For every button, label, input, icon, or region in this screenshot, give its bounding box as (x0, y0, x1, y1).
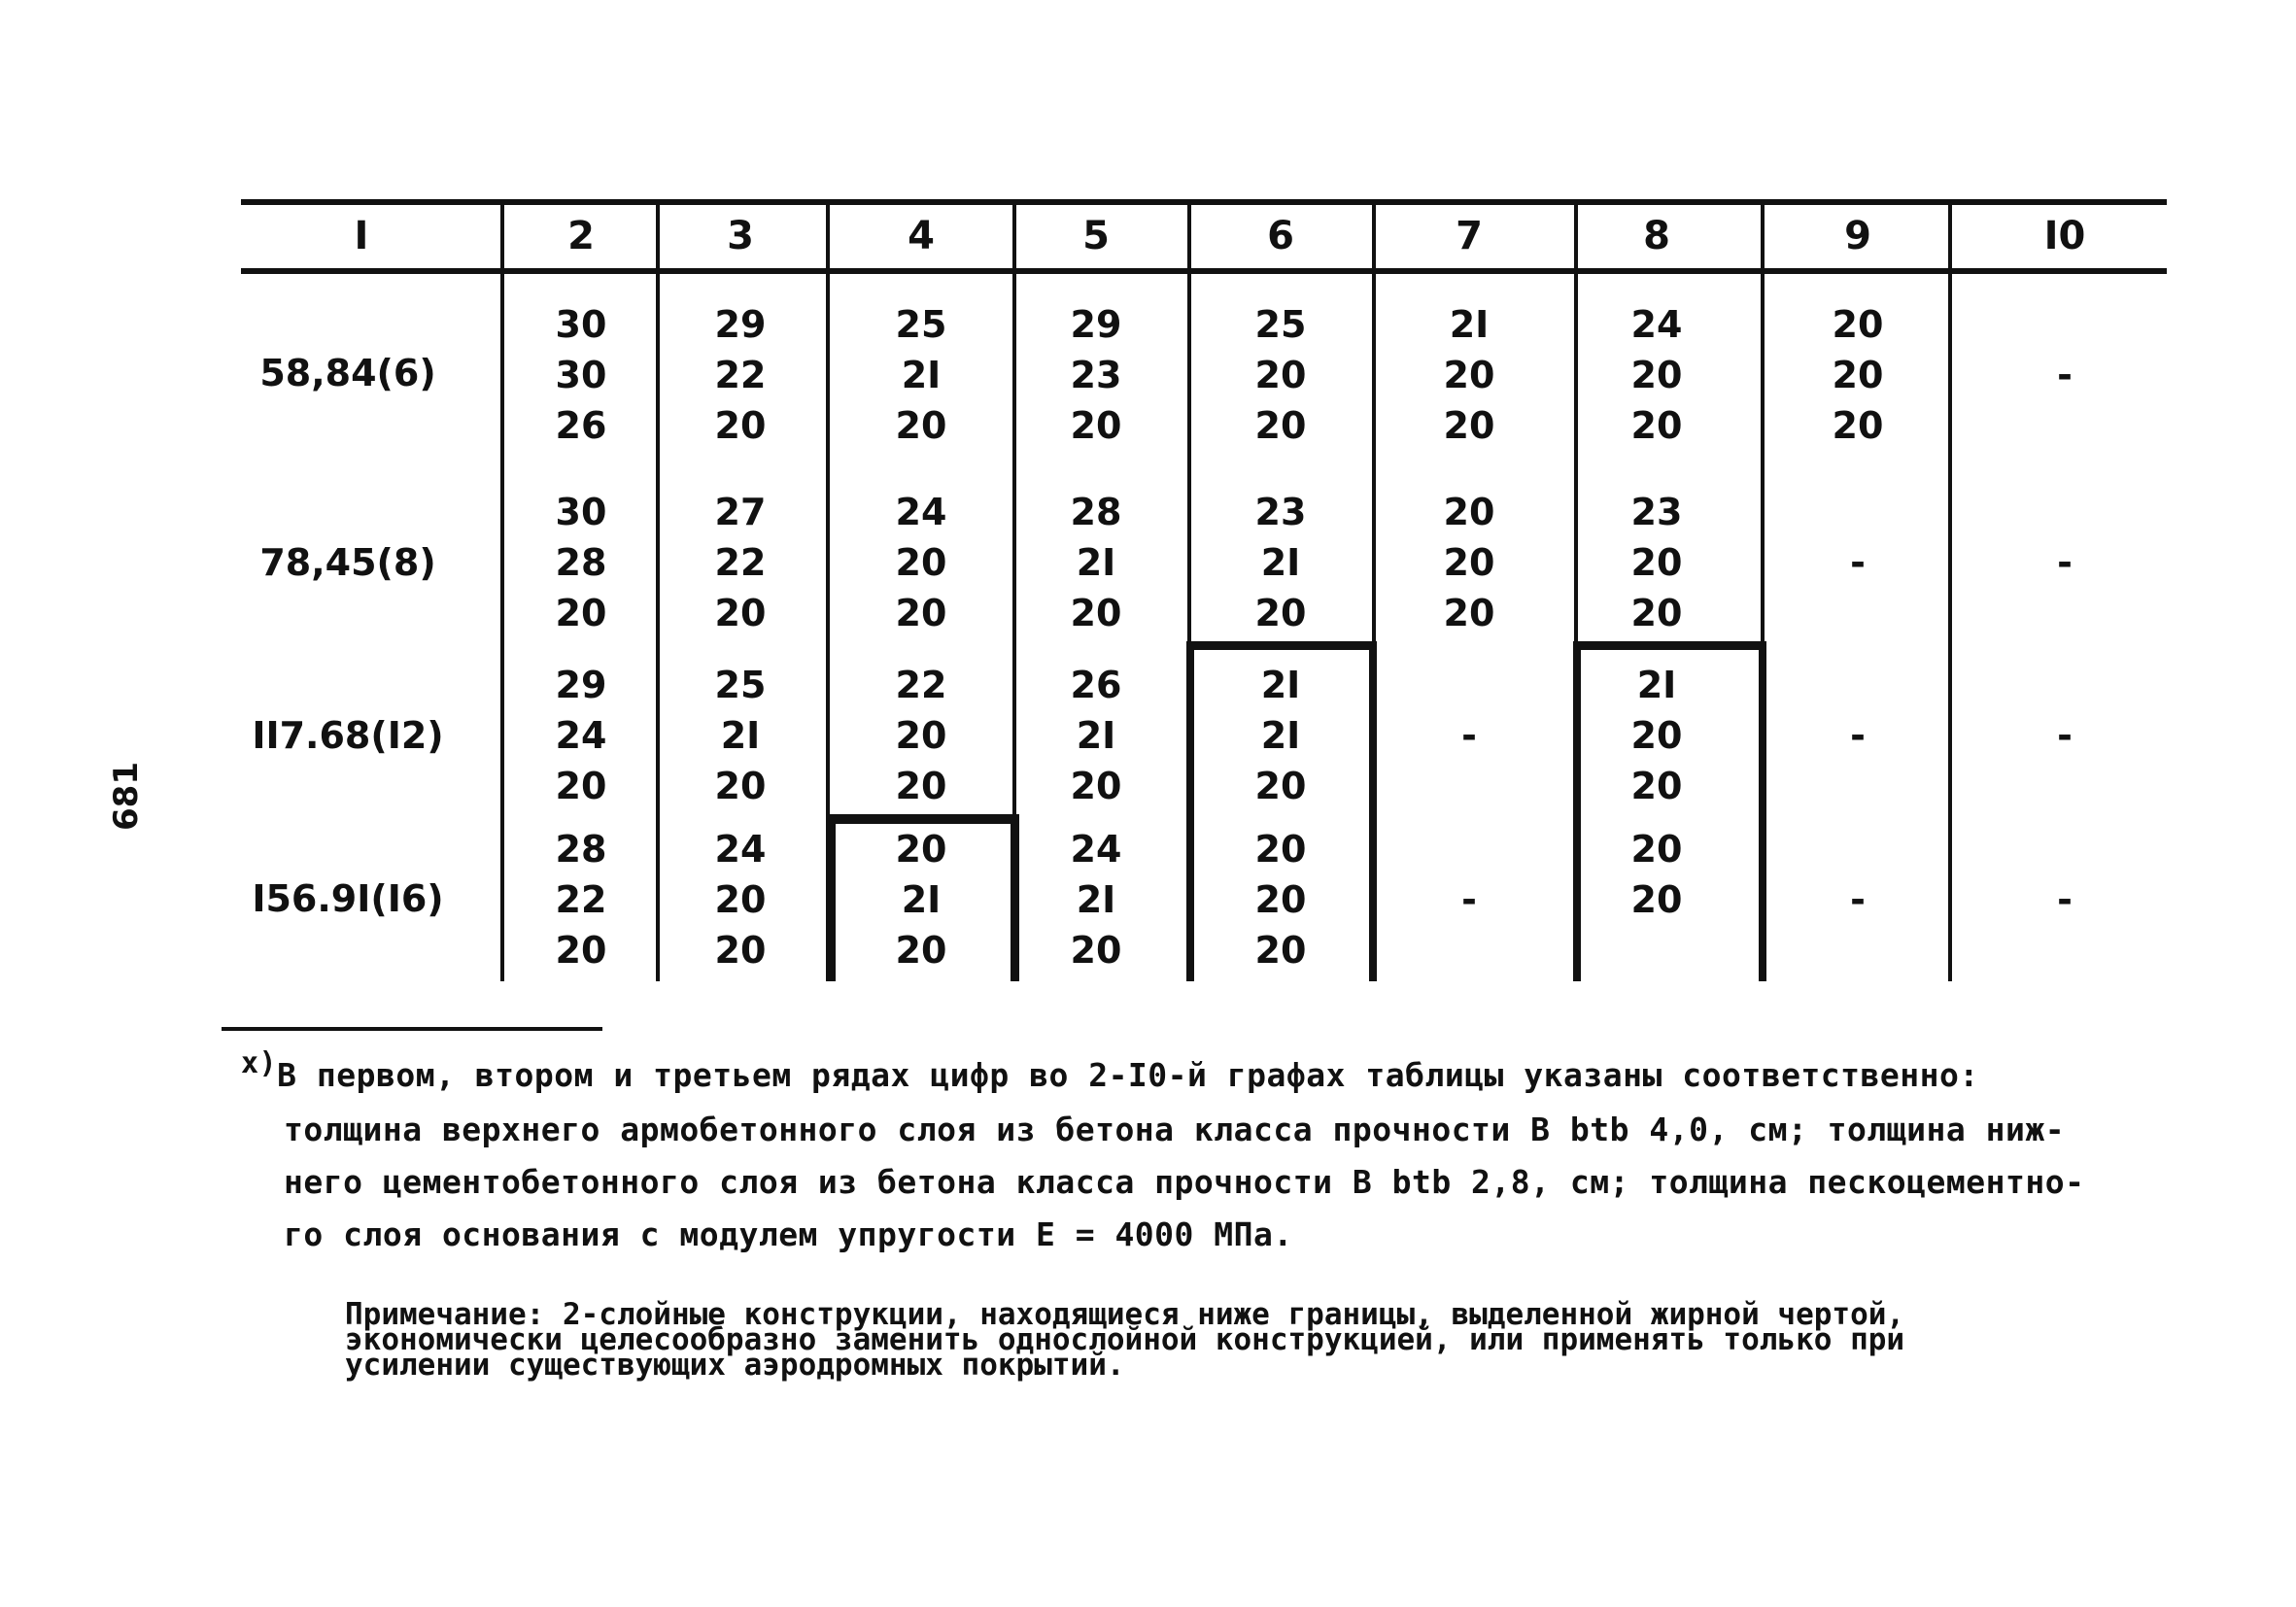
table-cell-value: 20 (714, 404, 767, 447)
table-cell-value: 20 (555, 929, 607, 972)
table-cell-value: 20 (714, 929, 767, 972)
table-cell-value: 22 (714, 541, 767, 584)
row-label: II7.68(I2) (252, 714, 444, 757)
table-cell-value: 20 (1630, 714, 1683, 757)
header-col-4: 4 (908, 214, 935, 258)
table-cell-value: 2I (1260, 664, 1301, 706)
header-col-5: 5 (1082, 214, 1110, 258)
table-cell-value: 29 (714, 303, 767, 346)
table-header-rule (241, 268, 2167, 274)
table-cell-value: 2I (1260, 714, 1301, 757)
header-col-9: 9 (1844, 214, 1871, 258)
table-cell-value: 25 (714, 664, 767, 706)
table-cell-value: 20 (895, 404, 947, 447)
row-label: 78,45(8) (259, 541, 436, 584)
table-cell-value: 20 (555, 765, 607, 807)
table-cell-dash: - (1461, 714, 1477, 757)
footnote (241, 1046, 2175, 1261)
table-cell-value: 23 (1070, 354, 1122, 396)
table-cell-value: 25 (1254, 303, 1307, 346)
table-cell-value: 20 (895, 592, 947, 634)
table-cell-value: 20 (1630, 592, 1683, 634)
table-cell-value: 20 (1254, 765, 1307, 807)
table-cell-value: 2I (1076, 878, 1116, 921)
table-cell-value: 20 (1254, 828, 1307, 871)
table-top-rule (241, 199, 2167, 205)
table-cell-value: 25 (895, 303, 947, 346)
header-col-8: 8 (1643, 214, 1670, 258)
table-cell-dash: - (2057, 878, 2073, 921)
table-cell-value: 20 (1443, 541, 1495, 584)
bold-boundary-col8 (1574, 641, 1765, 650)
table-cell-value: 20 (714, 592, 767, 634)
header-col-3: 3 (727, 214, 754, 258)
footnote-rule (222, 1027, 602, 1031)
table-cell-value: 24 (895, 491, 947, 533)
table-cell-value: 20 (1070, 765, 1122, 807)
table-cell-value: 24 (555, 714, 607, 757)
bold-boundary-col8-left (1573, 641, 1581, 981)
table-cell-value: 20 (1443, 592, 1495, 634)
table-cell-dash: - (2057, 354, 2073, 396)
bold-boundary-col6-right (1369, 641, 1377, 981)
table-cell-value: 24 (1070, 828, 1122, 871)
row-label: I56.9I(I6) (252, 877, 444, 920)
table-cell-value: 20 (1832, 303, 1884, 346)
table-cell-value: 20 (1630, 828, 1683, 871)
table-cell-value: 20 (714, 878, 767, 921)
table-cell-value: 30 (555, 303, 607, 346)
table-cell-value: 2I (1636, 664, 1677, 706)
table-cell-dash: - (1850, 878, 1866, 921)
bold-boundary-col4-left (827, 814, 836, 981)
table-cell-value: 22 (895, 664, 947, 706)
table-cell-value: 20 (1070, 592, 1122, 634)
table-cell-value: 20 (1443, 354, 1495, 396)
footnote-mark: x) (241, 1046, 278, 1080)
table-cell-value: 2I (1260, 541, 1301, 584)
bold-boundary-col4-right (1011, 814, 1019, 981)
header-col-10: I0 (2043, 214, 2086, 258)
table-cell-value: 2I (901, 354, 942, 396)
table-cell-value: 20 (1443, 404, 1495, 447)
note-line: Примечание: 2-слойные конструкции, находящиеся ниже границы, выделенной жирной чертой, (345, 1297, 1905, 1332)
table-cell-value: 2I (720, 714, 761, 757)
row-label: 58,84(6) (259, 352, 436, 394)
table-cell-value: 20 (895, 541, 947, 584)
table-cell-value: 20 (1630, 541, 1683, 584)
table-cell-value: 30 (555, 491, 607, 533)
table-cell-value: 20 (1254, 404, 1307, 447)
header-col-7: 7 (1456, 214, 1483, 258)
table-cell-dash: - (2057, 541, 2073, 584)
table-cell-value: 22 (555, 878, 607, 921)
table-cell-value: 24 (1630, 303, 1683, 346)
table-cell-value: 20 (1832, 354, 1884, 396)
note (345, 1297, 2172, 1383)
note-line: экономически целесообразно заменить однослойной конструкцией, или применять только при (345, 1322, 1905, 1357)
table-cell-value: 20 (714, 765, 767, 807)
table-cell-value: 29 (555, 664, 607, 706)
footnote-line: толщина верхнего армобетонного слоя из бетона класса прочности B btb 4,0, см; толщина ниж- (284, 1111, 2066, 1148)
header-col-6: 6 (1267, 214, 1294, 258)
table-cell-value: 23 (1630, 491, 1683, 533)
table-cell-value: 28 (555, 541, 607, 584)
table-cell-value: 20 (1070, 929, 1122, 972)
table-cell-value: 20 (1254, 878, 1307, 921)
bold-boundary-col6 (1187, 641, 1376, 650)
table-cell-value: 2I (1076, 541, 1116, 584)
table-cell-value: 20 (895, 714, 947, 757)
table-cell-dash: - (1850, 541, 1866, 584)
table-cell-value: 20 (1630, 354, 1683, 396)
col-divider (656, 204, 660, 981)
table-cell-value: 27 (714, 491, 767, 533)
col-divider (1948, 204, 1952, 981)
bold-boundary-col4 (828, 814, 1017, 824)
header-col-1: I (354, 214, 369, 258)
footnote-line: В первом, втором и третьем рядах цифр во 2-I0-й графах таблицы указаны соответственно: (277, 1056, 1979, 1094)
table-cell-value: 26 (555, 404, 607, 447)
table-cell-value: 20 (1443, 491, 1495, 533)
table-cell-value: 20 (1254, 592, 1307, 634)
table-cell-value: 20 (1832, 404, 1884, 447)
table-cell-value: 20 (895, 929, 947, 972)
footnote-line: него цементобетонного слоя из бетона класса прочности B btb 2,8, см; толщина пескоцементно- (284, 1163, 2085, 1201)
bold-boundary-col6-left (1186, 641, 1194, 981)
table-cell-value: 20 (1070, 404, 1122, 447)
table-cell-value: 20 (895, 828, 947, 871)
table-cell-value: 2I (1449, 303, 1490, 346)
table-cell-dash: - (1461, 878, 1477, 921)
header-col-2: 2 (567, 214, 595, 258)
table-cell-value: 23 (1254, 491, 1307, 533)
note-line: усилении существующих аэродромных покрытий. (345, 1348, 1125, 1383)
page-number: 681 (107, 762, 146, 831)
table-cell-value: 28 (555, 828, 607, 871)
table-cell-value: 2I (1076, 714, 1116, 757)
table-cell-value: 20 (1254, 354, 1307, 396)
table-cell-value: 24 (714, 828, 767, 871)
footnote-line: го слоя основания с модулем упругости E = 4000 МПа. (284, 1215, 1293, 1253)
table-cell-value: 29 (1070, 303, 1122, 346)
table-cell-value: 20 (1254, 929, 1307, 972)
table-cell-value: 20 (1630, 765, 1683, 807)
table-cell-value: 20 (1630, 878, 1683, 921)
bold-boundary-col8-right (1759, 641, 1766, 981)
table-cell-value: 20 (1630, 404, 1683, 447)
table-cell-dash: - (1850, 714, 1866, 757)
table-cell-value: 28 (1070, 491, 1122, 533)
table-cell-value: 22 (714, 354, 767, 396)
table-cell-value: 20 (555, 592, 607, 634)
table-cell-value: 20 (895, 765, 947, 807)
table-cell-value: 2I (901, 878, 942, 921)
table-cell-value: 26 (1070, 664, 1122, 706)
table-cell-value: 30 (555, 354, 607, 396)
table-cell-dash: - (2057, 714, 2073, 757)
col-divider (500, 204, 504, 981)
